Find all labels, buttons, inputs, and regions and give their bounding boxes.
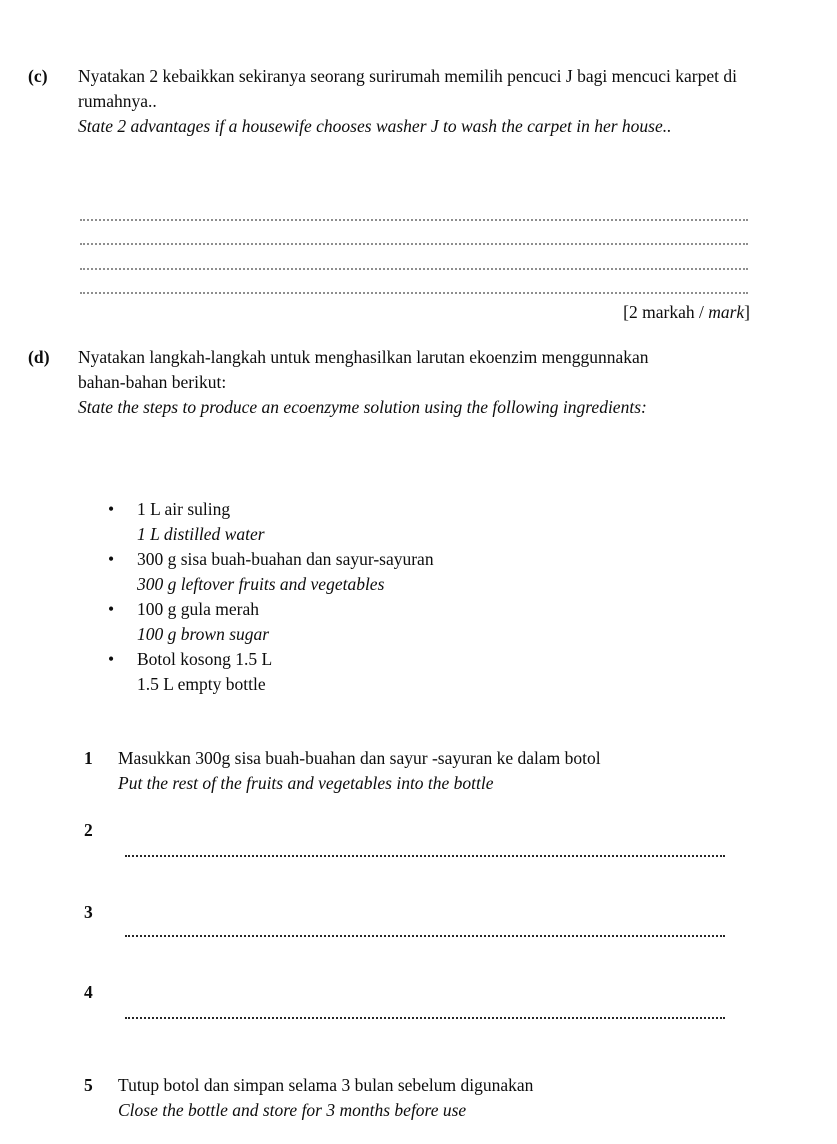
question-label-c: (c): [28, 66, 48, 86]
step-english: Put the rest of the fruits and vegetables into the bottle: [118, 773, 494, 793]
question-text-d-english: State the steps to produce an ecoenzyme solution using the following ingredients:: [78, 397, 647, 417]
question-part-c: [0, 64, 837, 139]
step-3-answer-line[interactable]: [125, 935, 725, 937]
ingredient-english: 1.5 L empty bottle: [137, 674, 266, 694]
step-number: 2: [84, 820, 93, 840]
question-text-d-malay: Nyatakan langkah-langkah untuk menghasilkan larutan ekoenzim menggunnakan bahan-bahan berikut:: [78, 347, 649, 392]
marks-italic-word: mark: [708, 302, 745, 322]
question-text-c: [78, 64, 770, 139]
ingredient-malay: 300 g sisa buah-buahan dan sayur-sayuran: [137, 549, 434, 569]
step-2-answer-line[interactable]: [125, 855, 725, 857]
step-english: Close the bottle and store for 3 months before use: [118, 1100, 467, 1120]
question-text-c-english: State 2 advantages if a housewife chooses washer J to wash the carpet in her house..: [78, 116, 672, 136]
step-number: 4: [84, 982, 93, 1002]
step-4-answer-line[interactable]: [125, 1017, 725, 1019]
answer-line[interactable]: [80, 221, 748, 246]
question-text-d: [78, 345, 697, 420]
ingredient-malay: 1 L air suling: [137, 499, 231, 519]
ingredient-english: 1 L distilled water: [137, 524, 265, 544]
answer-line[interactable]: [80, 245, 748, 270]
list-item: [0, 597, 837, 647]
step-content: [118, 746, 737, 796]
step-number: 1: [84, 748, 93, 768]
answer-line[interactable]: [80, 196, 748, 221]
step-number: 3: [84, 902, 93, 922]
question-label-d: (d): [28, 347, 50, 367]
answer-lines-part-c[interactable]: [80, 196, 748, 294]
ingredient-english: 100 g brown sugar: [137, 624, 270, 644]
ingredients-list: [0, 497, 837, 697]
bullet-icon: •: [108, 499, 115, 519]
ingredient-english: 300 g leftover fruits and vegetables: [137, 574, 385, 594]
step-number: 5: [84, 1075, 93, 1095]
step-5: [0, 1073, 837, 1123]
bullet-icon: •: [108, 599, 115, 619]
ingredient-malay: 100 g gula merah: [137, 599, 259, 619]
bullet-icon: •: [108, 549, 115, 569]
bullet-icon: •: [108, 649, 115, 669]
answer-line[interactable]: [80, 270, 748, 295]
list-item: [0, 497, 837, 547]
step-1: [0, 746, 837, 796]
step-malay: Tutup botol dan simpan selama 3 bulan sebelum digunakan: [118, 1075, 534, 1095]
list-item: [0, 647, 837, 697]
list-item: [0, 547, 837, 597]
marks-prefix: [2 markah /: [623, 302, 709, 322]
question-part-d: [0, 345, 837, 420]
question-text-c-malay: Nyatakan 2 kebaikkan sekiranya seorang surirumah memilih pencuci J bagi mencuci karpet di rumahnya..: [78, 66, 737, 111]
step-malay: Masukkan 300g sisa buah-buahan dan sayur -sayuran ke dalam botol: [118, 748, 601, 768]
step-content: [118, 1073, 737, 1123]
marks-suffix: ]: [744, 302, 750, 322]
ingredient-malay: Botol kosong 1.5 L: [137, 649, 273, 669]
marks-allocation-c: [0, 300, 750, 324]
